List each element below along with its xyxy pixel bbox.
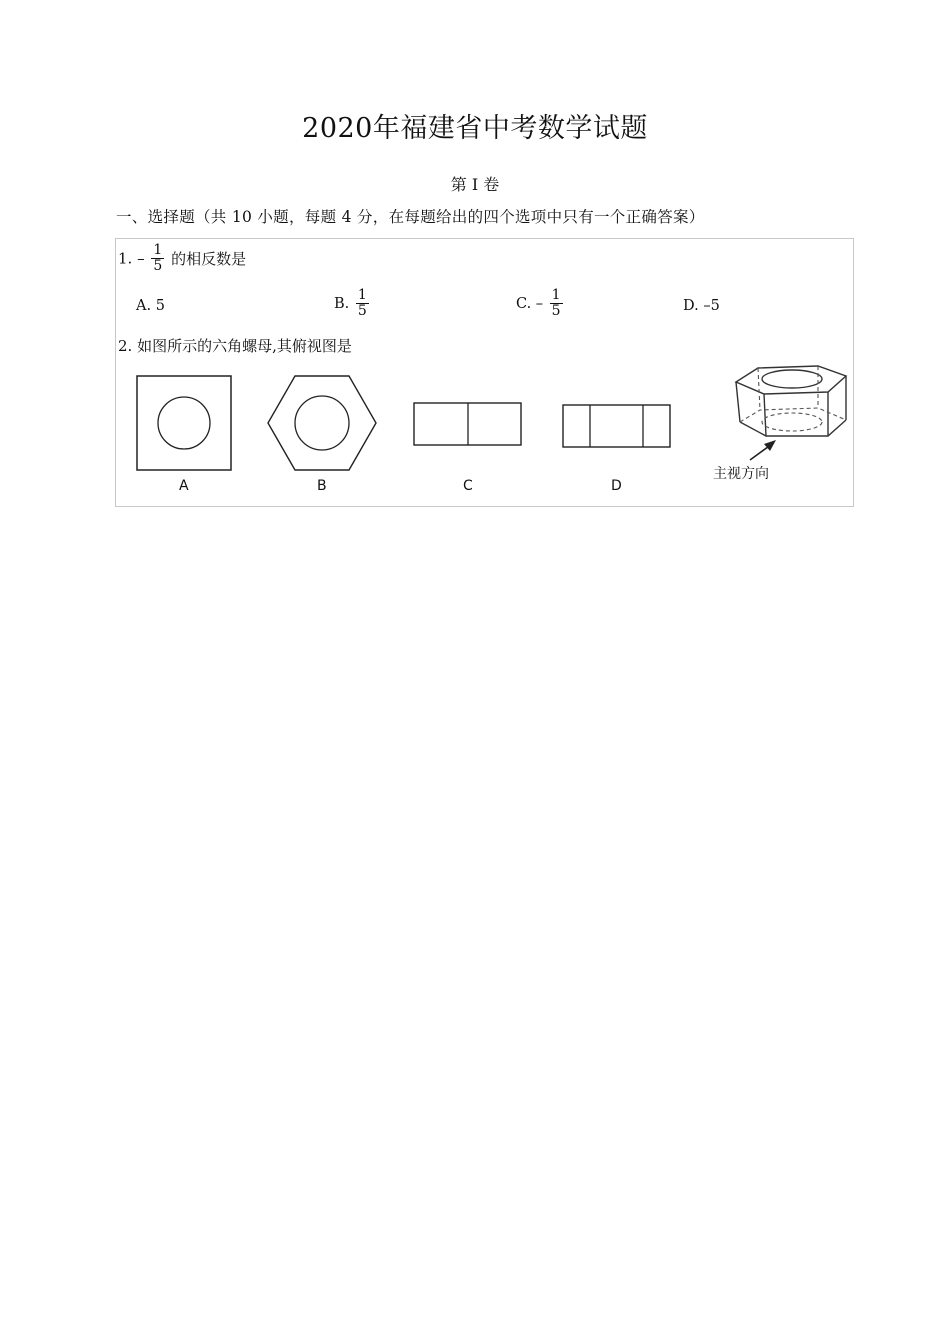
option-c: C. – $\frac{1}{5}$	[516, 287, 561, 319]
option-b: B. $\frac{1}{5}$	[334, 287, 367, 319]
volume-label: 第 I 卷	[450, 175, 500, 194]
option-a: A. 5	[136, 298, 165, 314]
figure-a-label: A	[179, 478, 189, 494]
question-2: 2. 如图所示的六角螺母,其俯视图是	[118, 337, 352, 355]
figure-b-label: B	[317, 478, 327, 494]
figure-d-label: D	[611, 478, 622, 494]
option-d: D. –5	[683, 298, 720, 314]
question-1-suffix: 的相反数是	[171, 250, 247, 268]
view-direction-label: 主视方向	[713, 466, 769, 482]
figure-c-label: C	[463, 478, 473, 494]
question-1-prefix: 1. –	[118, 249, 145, 268]
figure-c-two-rectangles	[412, 401, 524, 447]
question-1	[118, 243, 246, 274]
figure-a-square-circle	[135, 374, 233, 472]
question-1-fraction: $\frac{1}{5}$	[153, 242, 163, 274]
page-title: 2020年福建省中考数学试题	[302, 113, 648, 144]
section-heading: 一、选择题（共 10 小题，每题 4 分，在每题给出的四个选项中只有一个正确答案）	[116, 208, 705, 226]
option-c-fraction: $\frac{1}{5}$	[551, 287, 561, 319]
figure-b-hexagon-circle	[265, 374, 379, 472]
figure-d-three-rectangles	[561, 403, 673, 449]
option-b-fraction: $\frac{1}{5}$	[357, 287, 367, 319]
hex-nut-3d-figure	[728, 350, 854, 470]
